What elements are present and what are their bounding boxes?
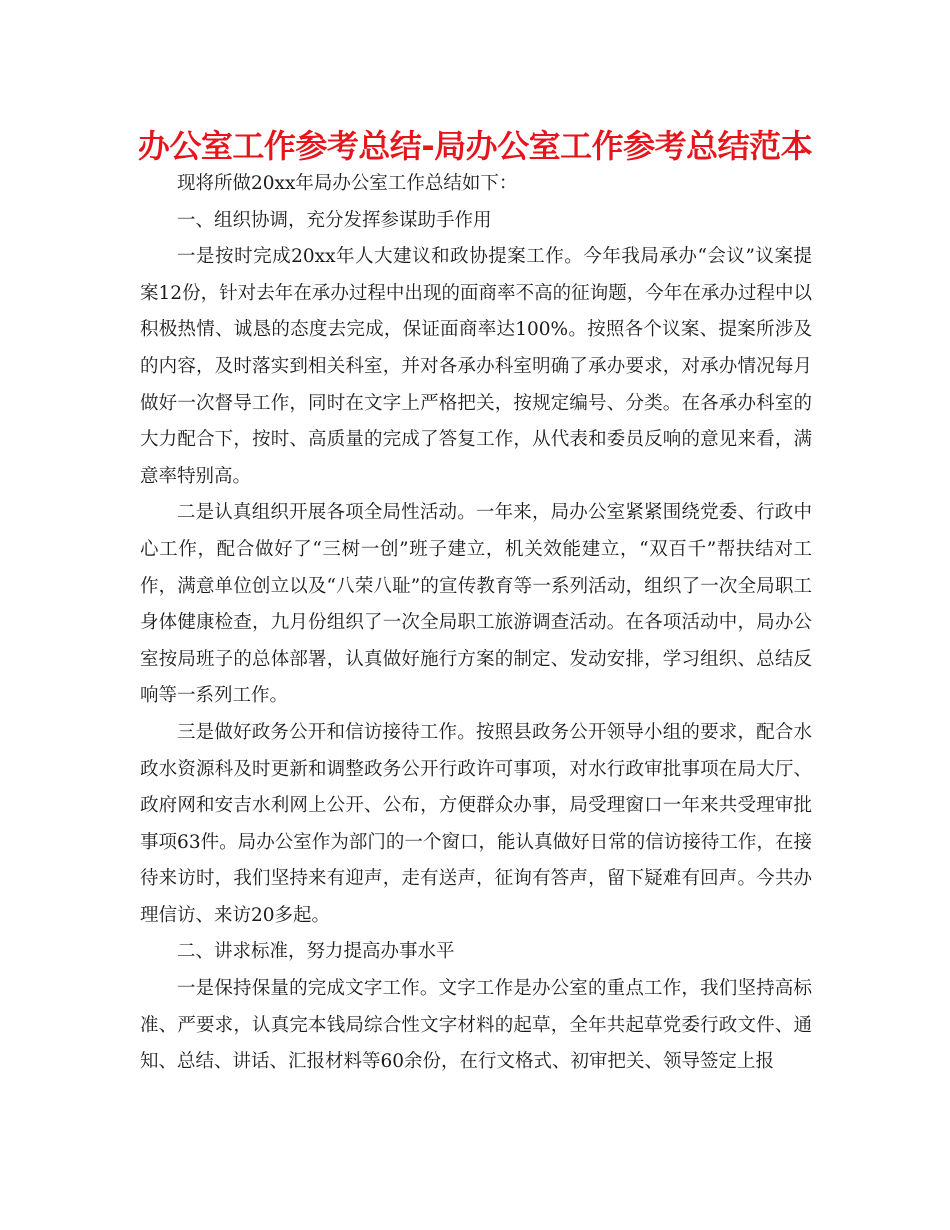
paragraph: 二是认真组织开展各项全局性活动。一年来，局办公室紧紧围绕党委、行政中心工作，配合做好了“三树一创”班子建立，机关效能建立，“双百千”帮扶结对工作，满意单位创立以及“八荣八耻”的宣传教育等一系列活动，组织了一次全局职工身体健康检查，九月份组织了一次全局职工旅游调查活动。在各项活动中，局办公室按局班子的总体部署，认真做好施行方案的制定、发动安排，学习组织、总结反响等一系列工作。: [140, 502, 812, 707]
paragraph: 三是做好政务公开和信访接待工作。按照县政务公开领导小组的要求，配合水政水资源科及时更新和调整政务公开行政许可事项，对水行政审批事项在局大厅、政府网和安吉水利网上公开、公布，方便群众办事，局受理窗口一年来共受理审批事项63件。局办公室作为部门的一个窗口，能认真做好日常的信访接待工作，在接待来访时，我们坚持来有迎声，走有送声，征询有答声，留下疑难有回声。今共办理信访、来访20多起。: [140, 721, 812, 926]
paragraph: 现将所做20xx年局办公室工作总结如下：: [177, 173, 518, 194]
paragraph: 一是保持保量的完成文字工作。文字工作是办公室的重点工作，我们坚持高标准、严要求，认真完本钱局综合性文字材料的起草，全年共起草党委行政文件、通知、总结、讲话、汇报材料等60余份，在行文格式、初审把关、领导签定上报: [140, 978, 812, 1073]
section-heading: 一、组织协调，充分发挥参谋助手作用: [177, 209, 492, 231]
document-body: [140, 166, 812, 1081]
section-heading: 二、讲求标准，努力提高办事水平: [177, 941, 455, 963]
document-title: 办公室工作参考总结-局办公室工作参考总结范本: [137, 127, 813, 165]
paragraph: 一是按时完成20xx年人大建议和政协提案工作。今年我局承办“会议”议案提案12份，针对去年在承办过程中出现的面商率不高的征询题，今年在承办过程中以积极热情、诚恳的态度去完成，保证面商率达100%。按照各个议案、提案所涉及的内容，及时落实到相关科室，并对各承办科室明确了承办要求，对承办情况每月做好一次督导工作，同时在文字上严格把关，按规定编号、分类。在各承办科室的大力配合下，按时、高质量的完成了答复工作，从代表和委员反响的意见来看，满意率特别高。: [140, 246, 812, 487]
